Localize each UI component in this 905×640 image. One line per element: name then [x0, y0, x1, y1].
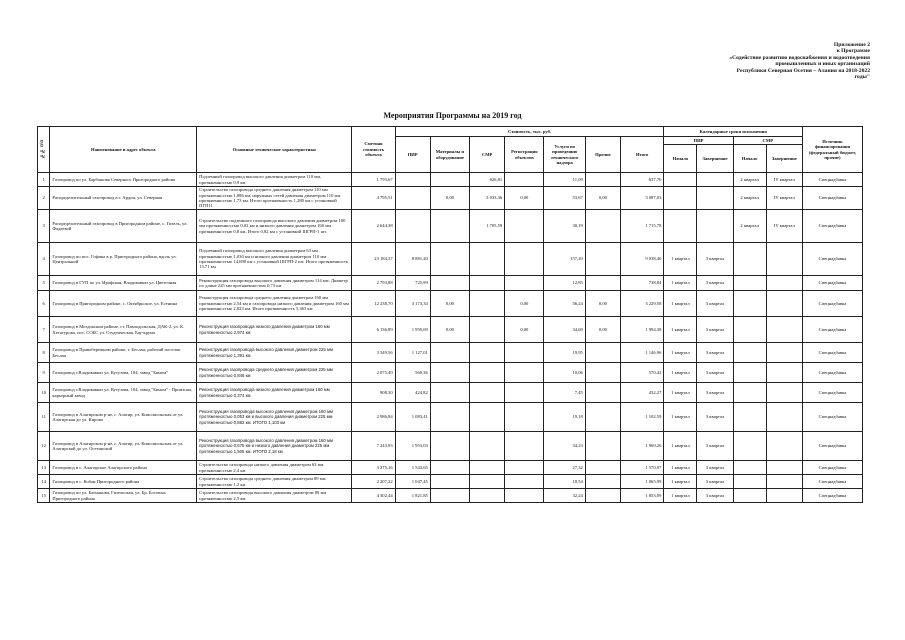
pir-start: 1 квартал	[664, 489, 697, 503]
header-smr: СМР	[470, 137, 505, 173]
smr-cost	[470, 432, 505, 461]
tech-supervision-cost: 7,45	[544, 383, 585, 403]
object-name: Распределительный газопровод в Пригородном районе, с. Гизель, ул. Фадеевой	[50, 210, 197, 243]
pir-end: 3 квартал	[697, 383, 733, 403]
table-row	[38, 363, 863, 383]
pir-start	[664, 210, 697, 243]
pir-start: 1 квартал	[664, 317, 697, 343]
object-specs: Реконструкция газопровода высокого давления диаметром 225 мм протяженностью 1,391 км	[197, 343, 352, 363]
smr-end	[766, 383, 802, 403]
smr-end	[766, 317, 802, 343]
registration-cost: 0,00	[505, 291, 544, 317]
estimate-cost: 2 644,38	[352, 210, 395, 243]
total-cost: 1 994,38	[620, 317, 663, 343]
row-number: 13	[38, 461, 50, 475]
pir-end	[697, 210, 733, 243]
header-sources: Источник финансирования (федеральный бюджет, прочие)	[802, 127, 862, 173]
object-name: Газопровод по ул. Батманова, Гизельская, ул. Бр. Босовых Пригородного района	[50, 489, 197, 503]
header-cal-pir: ПИР	[664, 137, 733, 145]
table-row	[38, 461, 863, 475]
registration-cost	[505, 432, 544, 461]
registration-cost	[505, 173, 544, 187]
row-number: 1	[38, 173, 50, 187]
object-name: Газопровод в Алагирском р-не, г. Алагир, ул. Комсомольская от ул. Алагирской до ул. Осетинской	[50, 432, 197, 461]
header-pir-start: Начало	[664, 145, 697, 173]
funding-source: Спецнадбавка	[802, 489, 862, 503]
row-number: 2	[38, 187, 50, 210]
tech-supervision-cost: 34,69	[544, 317, 585, 343]
other-cost	[585, 475, 620, 489]
appendix-block	[650, 42, 870, 80]
registration-cost: 0,00	[505, 317, 544, 343]
object-specs: Строительство газопровода высокого давления диаметром 89 мм протяженностью 2,5 км	[197, 489, 352, 503]
materials-cost: 0,00	[430, 317, 469, 343]
table-body	[38, 173, 863, 503]
funding-source: Спецнадбавка	[802, 317, 862, 343]
smr-start	[733, 343, 766, 363]
object-specs: Реконструкция газопровода низкого давления диаметром 160 мм протяженностью 0,374 км	[197, 383, 352, 403]
appendix-line: Республики Северная Осетия – Алания на 2018-2022	[736, 67, 870, 74]
table-row	[38, 432, 863, 461]
pir-cost: 424,82	[395, 383, 430, 403]
funding-source: Спецнадбавка	[802, 383, 862, 403]
smr-start	[733, 291, 766, 317]
estimate-cost: 2 793,88	[352, 276, 395, 291]
header-estimate: Сметная стоимость объекта	[352, 127, 395, 173]
smr-start	[733, 461, 766, 475]
funding-source: Спецнадбавка	[802, 403, 862, 432]
registration-cost	[505, 475, 544, 489]
header-smr-end: Завершение	[766, 145, 802, 173]
pir-start: 1 квартал	[664, 403, 697, 432]
materials-cost	[430, 343, 469, 363]
registration-cost	[505, 383, 544, 403]
total-cost: 1 065,99	[620, 475, 663, 489]
smr-end: IV квартал	[766, 210, 802, 243]
table-row	[38, 489, 863, 503]
estimate-cost: 3 275,16	[352, 461, 395, 475]
header-specs: Основные технические характеристики	[197, 127, 352, 173]
smr-cost	[470, 243, 505, 276]
other-cost	[585, 173, 620, 187]
registration-cost	[505, 243, 544, 276]
pir-end: 3 квартал	[697, 317, 733, 343]
row-number: 8	[38, 343, 50, 363]
object-specs: Подземный газопровод высокого давления диаметром 110 мм, протяженностью 0,9 км	[197, 173, 352, 187]
row-number: 6	[38, 291, 50, 317]
object-specs: Реконструкция газопровода среднего давления диаметром 225 мм протяженностью 0,846 км	[197, 363, 352, 383]
registration-cost: 0,00	[505, 187, 544, 210]
pir-end: 3 квартал	[697, 243, 733, 276]
registration-cost	[505, 343, 544, 363]
funding-source: Спецнадбавка	[802, 187, 862, 210]
tech-supervision-cost: 12,85	[544, 276, 585, 291]
smr-cost: 1 705,59	[470, 210, 505, 243]
registration-cost	[505, 276, 544, 291]
registration-cost	[505, 210, 544, 243]
smr-start	[733, 383, 766, 403]
table-row	[38, 210, 863, 243]
object-specs: Реконструкция газопровода среднего давления диаметром 160 мм протяженностью 2,54 км и газопровода низкого давления диаметром 160 мм протяженностью 2,823 км. Итого протяженность 5,363 км	[197, 291, 352, 317]
tech-supervision-cost: 157,20	[544, 243, 585, 276]
other-cost	[585, 403, 620, 432]
header-name: Наименование и адрес объекта	[50, 127, 197, 173]
table-row	[38, 403, 863, 432]
estimate-cost: 6 136,89	[352, 317, 395, 343]
smr-end	[766, 343, 802, 363]
row-number: 11	[38, 403, 50, 432]
pir-end	[697, 187, 733, 210]
estimate-cost: 2 207,22	[352, 475, 395, 489]
object-name: Газопровод в с. Алагирское Алагирского района	[50, 461, 197, 475]
smr-cost	[470, 461, 505, 475]
total-cost: 1 969,26	[620, 432, 663, 461]
total-cost: 1 715,78	[620, 210, 663, 243]
smr-end	[766, 489, 802, 503]
estimate-cost: 4 302,44	[352, 489, 395, 503]
header-smr-start: Начало	[733, 145, 766, 173]
header-calendar: Календарные сроки исполнения	[664, 127, 803, 137]
row-number: 14	[38, 475, 50, 489]
smr-end	[766, 403, 802, 432]
header-other: Прочие	[585, 137, 620, 173]
object-name: Газопровод в ГУП по ул. Ирафская, Владикавказ ул. Цветочная	[50, 276, 197, 291]
header-pir-end: Завершение	[697, 145, 733, 173]
pir-cost	[395, 210, 430, 243]
pir-end: 3 квартал	[697, 432, 733, 461]
materials-cost	[430, 475, 469, 489]
object-name: Газопровод в Алагирском р-не, г. Алагир, ул. Комсомольская от ул. Алагирская до ул. Кирова	[50, 403, 197, 432]
pir-cost: 725,99	[395, 276, 430, 291]
object-specs: Реконструкция газопровода высокого давления диаметром 160 мм протяженностью 0,053 км и высокого давления диаметром 225 мм протяженностью 0,882 км. ИТОГО 1,103 км	[197, 403, 352, 432]
materials-cost	[430, 432, 469, 461]
other-cost	[585, 363, 620, 383]
table-row	[38, 187, 863, 210]
pir-start: 1 квартал	[664, 461, 697, 475]
appendix-line: промышленных и иных организаций	[775, 61, 870, 68]
smr-start	[733, 432, 766, 461]
smr-start: 2 квартал	[733, 173, 766, 187]
smr-end: IV квартал	[766, 173, 802, 187]
funding-source: Спецнадбавка	[802, 276, 862, 291]
pir-end: 3 квартал	[697, 489, 733, 503]
estimate-cost: 4 795,51	[352, 187, 395, 210]
smr-cost	[470, 383, 505, 403]
table-row	[38, 343, 863, 363]
funding-source: Спецнадбавка	[802, 432, 862, 461]
header-materials: Материалы и оборудование	[430, 137, 469, 173]
tech-supervision-cost: 18,54	[544, 475, 585, 489]
materials-cost	[430, 403, 469, 432]
estimate-cost: 23 184,37	[352, 243, 395, 276]
smr-start	[733, 363, 766, 383]
pir-end: 3 квартал	[697, 461, 733, 475]
program-table	[37, 126, 863, 503]
smr-cost	[470, 317, 505, 343]
smr-end	[766, 475, 802, 489]
estimate-cost: 3 349,56	[352, 343, 395, 363]
pir-cost	[395, 187, 430, 210]
materials-cost	[430, 173, 469, 187]
smr-start: 2 квартал	[733, 210, 766, 243]
registration-cost	[505, 363, 544, 383]
object-name: Газопровод по ул. Барбашова Северного Пригородного района	[50, 173, 197, 187]
object-specs: Строительство газопровода низкого давления диаметром 63 мм протяженностью 2,4 км	[197, 461, 352, 475]
object-name: Газопровод в Моздокском районе, ст. Павлодольская, ДАК-2, ул. К. Хетагурова, пос. СОБС ул. Студенческая, Бау-крума	[50, 317, 197, 343]
row-number: 3	[38, 210, 50, 243]
funding-source: Спецнадбавка	[802, 343, 862, 363]
smr-end: IV квартал	[766, 187, 802, 210]
appendix-line: Приложение 2	[833, 42, 870, 48]
appendix-line: «Содействие развитию водоснабжения и водоотведения	[729, 54, 870, 61]
pir-cost: 3 173,34	[395, 291, 430, 317]
smr-end	[766, 291, 802, 317]
table-row	[38, 276, 863, 291]
other-cost: 0,00	[585, 291, 620, 317]
total-cost: 432,27	[620, 383, 663, 403]
smr-start	[733, 489, 766, 503]
object-specs: Подземный газопровод высокого давления диаметром 63 мм протяженностью 1,030 км и низкого давления диаметром 110 мм протяженностью 14,690 км с установкой ШГРП-2 шт. Итого протяженность 15,71 км	[197, 243, 352, 276]
pir-cost: 1 953,03	[395, 432, 430, 461]
total-cost: 1 146,96	[620, 343, 663, 363]
estimate-cost: 7 243,93	[352, 432, 395, 461]
smr-end	[766, 461, 802, 475]
estimate-cost: 2 986,84	[352, 403, 395, 432]
smr-start	[733, 276, 766, 291]
object-specs: Строительство подземного газопровода высокого давления диаметром 100 мм протяженностью 0,02 км и низкого давления диаметром 160 мм протяженностью 0,8 км. Итого 0,82 км с установкой ШГРП-1 шт.	[197, 210, 352, 243]
tech-supervision-cost: 19,18	[544, 403, 585, 432]
pir-cost	[395, 173, 430, 187]
smr-start	[733, 475, 766, 489]
estimate-cost: 2 075,49	[352, 363, 395, 383]
pir-start: 1 квартал	[664, 363, 697, 383]
object-name: Газопровод по пос. Гофика в р. Пригородного района, вдоль ул. Центральной	[50, 243, 197, 276]
object-name: Газопровод в с. Кобан Пригородного района	[50, 475, 197, 489]
total-cost: 1 102,59	[620, 403, 663, 432]
pir-cost: 1 959,69	[395, 317, 430, 343]
header-tech: Услуги по проведению технического надзора	[544, 137, 585, 173]
object-specs: Строительство газопровода среднего давления диаметром 89 мм протяженностью 1,2 км	[197, 475, 352, 489]
total-cost: 738,84	[620, 276, 663, 291]
pir-end: 3 квартал	[697, 291, 733, 317]
funding-source: Спецнадбавка	[802, 243, 862, 276]
smr-end	[766, 243, 802, 276]
pir-start: 1 квартал	[664, 291, 697, 317]
document-title: Мероприятия Программы на 2019 год	[383, 111, 522, 120]
total-cost: 1 570,97	[620, 461, 663, 475]
estimate-cost: 908,30	[352, 383, 395, 403]
row-number: 4	[38, 243, 50, 276]
object-name: Газопровод в Пригородном районе, с. Октябрьское, ул. Есенина	[50, 291, 197, 317]
tech-supervision-cost: 56,24	[544, 291, 585, 317]
tech-supervision-cost: 30,19	[544, 210, 585, 243]
table-row	[38, 475, 863, 489]
header-registration: Регистрация объектов	[505, 137, 544, 173]
tech-supervision-cost: 10,06	[544, 363, 585, 383]
total-cost: 3 229,58	[620, 291, 663, 317]
pir-cost: 560,36	[395, 363, 430, 383]
object-name: Распределительный газопровод в г. Ардон, ул. Северная	[50, 187, 197, 210]
total-cost: 1 853,09	[620, 489, 663, 503]
other-cost	[585, 276, 620, 291]
object-specs: Реконструкция газопровода высокого давления диаметром 160 мм протяженностью 0,675 км и низкого давления диаметром 225 мм протяженностью 1,505 км. ИТОГО 2,18 км	[197, 432, 352, 461]
pir-start	[664, 173, 697, 187]
smr-cost	[470, 363, 505, 383]
tech-supervision-cost: 32,24	[544, 489, 585, 503]
smr-cost	[470, 291, 505, 317]
tech-supervision-cost: 19,95	[544, 343, 585, 363]
registration-cost	[505, 403, 544, 432]
registration-cost	[505, 489, 544, 503]
appendix-line: к Программе	[836, 48, 870, 55]
object-specs: Строительство газопровода среднего давления диаметром 110 мм протяженностью 1,086 км, наружных сетей давления диаметром 110 мм протяженностью 1,73 км. Итого протяженность 1,280 км с установкой ПГП11	[197, 187, 352, 210]
smr-start	[733, 403, 766, 432]
smr-start: 2 квартал	[733, 187, 766, 210]
total-cost: 637,70	[620, 173, 663, 187]
pir-end: 3 квартал	[697, 343, 733, 363]
materials-cost	[430, 383, 469, 403]
table-row	[38, 243, 863, 276]
pir-start: 1 квартал	[664, 343, 697, 363]
other-cost	[585, 489, 620, 503]
pir-end	[697, 173, 733, 187]
smr-cost: 3 033,36	[470, 187, 505, 210]
funding-source: Спецнадбавка	[802, 363, 862, 383]
materials-cost: 0,00	[430, 291, 469, 317]
tech-supervision-cost: 53,67	[544, 187, 585, 210]
tech-supervision-cost: 11,09	[544, 173, 585, 187]
funding-source: Спецнадбавка	[802, 475, 862, 489]
row-number: 9	[38, 363, 50, 383]
pir-cost: 1 127,01	[395, 343, 430, 363]
header-cal-smr: СМР	[733, 137, 802, 145]
smr-end	[766, 432, 802, 461]
materials-cost	[430, 210, 469, 243]
pir-end: 3 квартал	[697, 363, 733, 383]
row-number: 5	[38, 276, 50, 291]
estimate-cost: 1 793,67	[352, 173, 395, 187]
materials-cost: 0,00	[430, 187, 469, 210]
table-row	[38, 383, 863, 403]
funding-source: Спецнадбавка	[802, 291, 862, 317]
materials-cost	[430, 276, 469, 291]
pir-cost: 1 083,41	[395, 403, 430, 432]
funding-source: Спецнадбавка	[802, 210, 862, 243]
smr-cost: 626,81	[470, 173, 505, 187]
other-cost: 0,00	[585, 187, 620, 210]
row-number: 10	[38, 383, 50, 403]
smr-end	[766, 363, 802, 383]
funding-source: Спецнадбавка	[802, 461, 862, 475]
row-number: 7	[38, 317, 50, 343]
smr-cost	[470, 403, 505, 432]
pir-start: 1 квартал	[664, 432, 697, 461]
tech-supervision-cost: 27,32	[544, 461, 585, 475]
header-cost-group: Стоимость, тыс. руб.	[395, 127, 664, 137]
pir-end: 3 квартал	[697, 276, 733, 291]
other-cost	[585, 343, 620, 363]
pir-start: 1 квартал	[664, 243, 697, 276]
row-number: 15	[38, 489, 50, 503]
other-cost	[585, 461, 620, 475]
other-cost	[585, 432, 620, 461]
tech-supervision-cost: 34,23	[544, 432, 585, 461]
total-cost: 9 038,40	[620, 243, 663, 276]
pir-start: 1 квартал	[664, 276, 697, 291]
materials-cost	[430, 461, 469, 475]
pir-start: 1 квартал	[664, 475, 697, 489]
funding-source: Спецнадбавка	[802, 173, 862, 187]
table-row	[38, 317, 863, 343]
pir-end: 3 квартал	[697, 403, 733, 432]
pir-cost: 8 881,20	[395, 243, 430, 276]
smr-start	[733, 243, 766, 276]
table-row	[38, 291, 863, 317]
object-specs: Реконструкция газопровода высокого давления диаметром 114 мм. Диаметр по длине 225 мм протяженностью 0,73 км	[197, 276, 352, 291]
smr-cost	[470, 489, 505, 503]
other-cost	[585, 383, 620, 403]
appendix-line: годы"	[854, 74, 870, 81]
pir-start: 1 квартал	[664, 383, 697, 403]
smr-end	[766, 276, 802, 291]
header-total: Итого	[620, 137, 663, 173]
header-pir: ПИР	[395, 137, 430, 173]
row-number: 12	[38, 432, 50, 461]
table-row	[38, 173, 863, 187]
smr-cost	[470, 475, 505, 489]
object-name: Газопровод г.Владикавказ ул. Кутузова, 104, завод "Бином" - Промзона, карьерный завод	[50, 383, 197, 403]
other-cost: 0,00	[585, 317, 620, 343]
object-name: Газопровод г.Владикавказ ул. Кутузова, 104, завод "Бином"	[50, 363, 197, 383]
materials-cost	[430, 489, 469, 503]
pir-end: 3 квартал	[697, 475, 733, 489]
smr-start	[733, 317, 766, 343]
smr-cost	[470, 343, 505, 363]
object-name: Газопровод в Правобережном районе, г. Беслан, рабочий поселок Беслан	[50, 343, 197, 363]
smr-cost	[470, 276, 505, 291]
pir-cost: 1 047,45	[395, 475, 430, 489]
registration-cost	[505, 461, 544, 475]
object-specs: Реконструкция газопровода низкого давления диаметром 160 мм протяженностью 2,974 км	[197, 317, 352, 343]
header-num: №№ п/п	[38, 127, 50, 173]
materials-cost	[430, 243, 469, 276]
other-cost	[585, 243, 620, 276]
estimate-cost: 12 238,70	[352, 291, 395, 317]
materials-cost	[430, 363, 469, 383]
total-cost: 570,42	[620, 363, 663, 383]
pir-cost: 1 821,85	[395, 489, 430, 503]
total-cost: 3 087,03	[620, 187, 663, 210]
other-cost	[585, 210, 620, 243]
pir-cost: 1 543,65	[395, 461, 430, 475]
pir-start	[664, 187, 697, 210]
